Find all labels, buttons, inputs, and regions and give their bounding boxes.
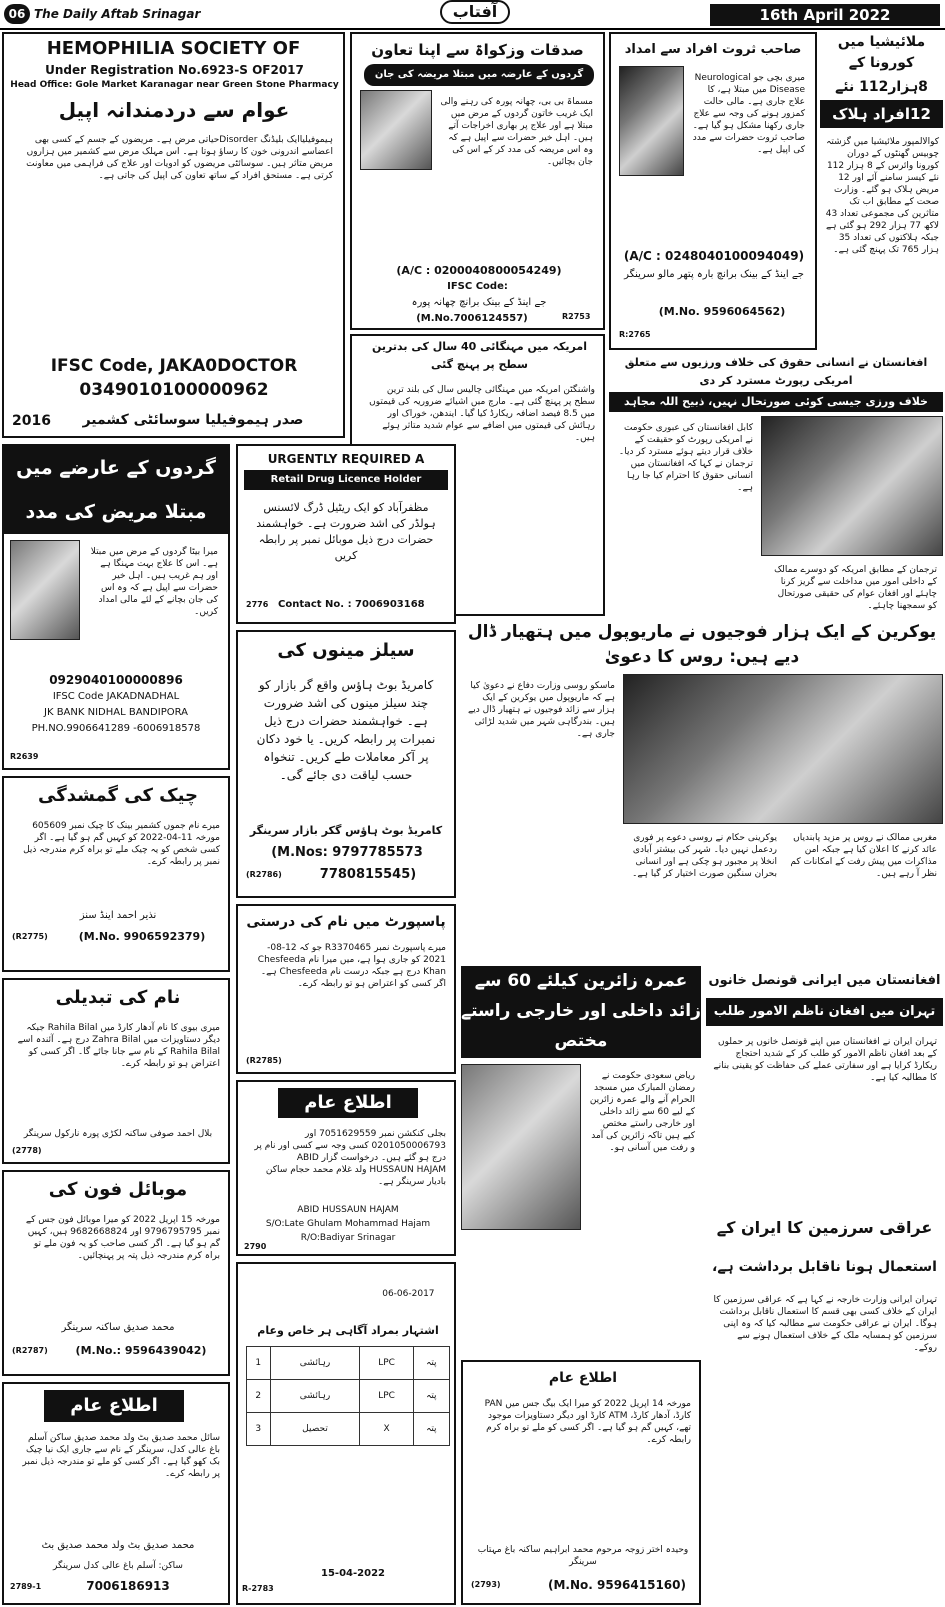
us-inflation-body: واشنگٹن امریکہ میں مہنگائی چالیس سال کی بلند ترین سطح پر پہنچ گئی ہے۔ مارچ میں اشیائے ضروریہ کی قیمتوں میں 8.5 فیصد اضافہ ریکارڈ کیا گیا۔ ایندھن، خوراک اور رہائش کی قیمتوں میں اضافے سے عوام شدید متاثر ہوئے ہیں۔	[366, 385, 595, 443]
ukraine-news	[461, 620, 943, 962]
masthead-logo	[440, 0, 510, 24]
name-change-body: میری بیوی کا نام آدھار کارڈ میں Rahila Bilal جبکہ دیگر دستاویزات میں Zahra Bilal درج ہے۔ آئندہ اسے Rahila Bilal کے نام سے جانا جائے گا۔ اگر کسی کو اعتراض ہو تو رابطہ کرے۔	[14, 1023, 220, 1069]
hemophilia-title: HEMOPHILIA SOCIETY OF	[46, 38, 301, 59]
hemophilia-ifsc: IFSC Code, JAKA0DOCTOR	[50, 356, 298, 376]
table-cell: 1	[247, 1347, 271, 1380]
funeral-photo	[623, 674, 943, 824]
iran-consulate-headline-1: افغانستان میں ایرانی قونصل خانوں	[708, 973, 941, 988]
malaysia-headline-1: ملائیشیا میں کورونا کے	[837, 34, 926, 71]
kidney-patient-phone: PH.NO.9906641289 -6006918578	[31, 723, 201, 734]
drug-licence-title-1: URGENTLY REQUIRED A	[267, 452, 425, 466]
table-row	[247, 1347, 450, 1380]
bottom-public-notice-title: اطلاع عام	[548, 1370, 618, 1386]
kidney-patient-body: میرا بیٹا گردوں کے مرض میں مبتلا ہے۔ اس کا علاج بہت مہنگا ہے اور ہم غریب ہیں۔ اہل خیر حضرات سے اپیل ہے کہ وہ اس کی جان بچانے کے لئے مالی امداد کریں۔	[87, 547, 218, 617]
cheque-lost-mobile: (M.No. 9906592379)	[78, 930, 206, 943]
notice-table-footer-text	[244, 1452, 452, 1562]
cheque-lost-ad	[2, 776, 230, 972]
hemophilia-ad	[2, 32, 345, 438]
sahib-ad	[609, 32, 817, 350]
sadqat-mobile: (M.No.7006124557)	[416, 313, 528, 324]
cheque-lost-ref: (R2775)	[12, 932, 48, 941]
cheque-lost-title: چیک کی گمشدگی	[38, 785, 198, 806]
mobile-lost-body: مورخہ 15 اپریل 2022 کو میرا موبائل فون جس کے نمبر 9796795795 اور 9682668824 ہیں، کہیں گم ہو گیا ہے۔ اگر کسی صاحب کو یہ فون ملے تو براہ کرم مندرجہ ذیل پتہ پر پہنچائیں۔	[22, 1215, 220, 1261]
sadqat-ad	[350, 32, 605, 330]
iraq-news	[706, 1210, 943, 1605]
iran-consulate-body: تہران ایران نے افغانستان میں اپنے قونصل خانوں پر حملوں کے بعد افغان ناظم الامور کو طلب کر کے شدید احتجاج ریکارڈ کرایا ہے اور سفارتی عملے کی حفاظت کو یقینی بنانے کا مطالبہ کیا ہے۔	[710, 1037, 937, 1083]
sadqat-ifsc: IFSC Code:	[447, 281, 508, 292]
patient-photo	[360, 90, 432, 170]
drug-licence-ad	[236, 444, 456, 624]
salesman-ad	[236, 630, 456, 898]
table-cell: LPC	[360, 1347, 413, 1380]
left-public-notice-title: اطلاع عام	[44, 1390, 184, 1422]
notice-table-date-2: 15-04-2022	[321, 1568, 385, 1579]
ukraine-body-2: یوکرینی حکام نے روسی دعوے پر فوری ردعمل نہیں دیا۔ شہر کی بیشتر آبادی انخلا پر مجبور ہو چکی ہے اور انسانی بحران سنگین صورت اختیار کر گیا ہے۔	[630, 833, 777, 879]
table-cell: 3	[247, 1413, 271, 1446]
afghan-report-subheadline: خلاف ورزی جیسی کوئی صورتحال نہیں، ذبیح اللہ مجاہد	[609, 392, 943, 412]
name-change-ad	[2, 978, 230, 1164]
malaysia-news	[820, 32, 943, 350]
name-change-name: بلال احمد صوفی ساکنہ لکڑی پورہ نارکول سرینگر	[23, 1129, 213, 1139]
hemophilia-subtitle: عوام سے دردمندانہ اپیل	[58, 98, 290, 122]
notice-table-ad	[236, 1262, 456, 1605]
page-number: 06	[8, 7, 26, 21]
sadqat-ref: R2753	[562, 312, 591, 321]
bottom-public-notice	[461, 1360, 701, 1605]
table-cell: تحصیل	[270, 1413, 360, 1446]
mid-public-notice-name: ABID HUSSAUN HAJAM	[297, 1205, 399, 1215]
date-label: 16th April 2022	[759, 6, 891, 24]
sadqat-title: صدقات وزکواۃ سے اپنا تعاون	[371, 41, 584, 59]
sadqat-bank: جے اینڈ کے بینک برانچ چھانہ پورہ	[411, 297, 547, 308]
afghan-report-news	[609, 354, 943, 616]
mid-public-notice	[236, 1080, 456, 1256]
mid-public-notice-father: S/O:Late Ghulam Mohammad Hajam	[265, 1219, 431, 1229]
us-inflation-headline: امریکہ میں مہنگائی 40 سال کی بدترین سطح پر پہنچ گئی	[372, 340, 587, 371]
mobile-lost-ref: (R2787)	[12, 1346, 48, 1355]
girl-photo	[619, 66, 684, 176]
table-row	[247, 1380, 450, 1413]
sadqat-subtitle: گردوں کے عارضہ میں مبتلا مریضہ کی جان	[364, 64, 594, 86]
hemophilia-reg: Under Registration No.6923-S OF2017	[45, 63, 304, 77]
sadqat-ac: (A/C : 0200040800054249)	[396, 264, 562, 277]
umrah-news	[461, 966, 701, 1356]
umrah-body: ریاض سعودی حکومت نے رمضان المبارک میں مسجد الحرام آنے والے عمرہ زائرین کے لیے 60 سے زائد داخلی اور خارجی راستے مختص کیے ہیں تاکہ زائرین کی آمد و رفت میں آسانی ہو۔	[586, 1071, 695, 1153]
masthead-text: آفتاب	[452, 2, 498, 21]
bottom-public-notice-body: مورخہ 14 اپریل 2022 کو میرا ایک بیگ جس میں PAN کارڈ، آدھار کارڈ، ATM کارڈ اور دیگر دستاویزات موجود تھے، کہیں گم ہو گیا ہے۔ اگر کسی کو ملے تو براہ کرم رابطہ کرے۔	[481, 1399, 691, 1445]
kidney-patient-account: 0929040100000896	[49, 673, 183, 687]
publication-name	[34, 5, 224, 23]
drug-licence-contact: Contact No. : 7006903168	[278, 599, 425, 610]
cheque-lost-body: میرے نام جموں کشمیر بینک کا چیک نمبر 605609 مورخہ 11-04-2022 کو کہیں گم ہو گیا ہے۔ اگر کسی شخص کو یہ چیک ملے تو براہ کرم مندرجہ ذیل نمبر پر رابطہ کرے۔	[20, 821, 220, 867]
afghan-report-right-text: ترجمان کے مطابق امریکہ کو دوسرے ممالک کے داخلی امور میں مداخلت سے گریز کرنا چاہئے اور افغان عوام کی حقیقی صورتحال کو سمجھنا چاہئے۔	[771, 565, 937, 611]
ukraine-body-1: ماسکو روسی وزارت دفاع نے دعویٰ کیا ہے کہ ماریوپول میں یوکرین کے ایک ہزار سے زائد فوجیوں نے ہتھیار ڈال دیے ہیں۔ بندرگاہی شہر میں شدید لڑائی جاری ہے۔	[465, 681, 615, 739]
iran-consulate-headline-2: تہران میں افغان ناظم الامور طلب	[706, 998, 943, 1026]
table-cell: رہائشی	[270, 1380, 360, 1413]
salesman-title: سیلز مینوں کی	[277, 640, 415, 661]
hemophilia-account: 0349010100000962	[79, 380, 269, 400]
passport-ad	[236, 904, 456, 1074]
passport-body: میرے پاسپورٹ نمبر R3370465 جو کہ 12-08-2021 کو جاری ہوا ہے، میں میرا نام Chesfeeda Khan درج ہے جبکہ درست نام Chesfeeda ہے۔ اگر کسی کو اعتراض ہو تو رابطہ کرے۔	[254, 943, 446, 989]
notice-table	[246, 1346, 450, 1446]
drug-licence-title-2: Retail Drug Licence Holder	[244, 470, 448, 490]
table-cell: پتہ	[413, 1380, 449, 1413]
drug-licence-body: مظفرآباد کو ایک ریٹیل ڈرگ لائسنس ہولڈر کی اشد ضرورت ہے۔ خواہشمند حضرات درج ذیل موبائل نمبر پر رابطہ کریں	[252, 501, 436, 562]
kidney-patient-ifsc: IFSC Code JAKADNADHAL	[52, 691, 180, 702]
page-number-badge	[4, 4, 30, 24]
sahib-ref: R:2765	[619, 330, 651, 339]
hemophilia-footer: صدر ہیموفیلیا سوسائٹی کشمیر	[82, 412, 304, 428]
sahib-title: صاحب ثروت افراد سے امداد	[624, 42, 802, 57]
table-cell: پتہ	[413, 1347, 449, 1380]
mid-public-notice-title: اطلاع عام	[278, 1088, 418, 1118]
malaysia-headline-2: 8ہزار112 نئے	[835, 79, 928, 95]
passport-title: پاسپورٹ میں نام کی درستی	[246, 914, 446, 930]
header-rule	[0, 28, 945, 30]
drug-licence-ref: 2776	[246, 600, 269, 609]
salesman-mobile-1: (M.Nos: 9797785573	[271, 845, 423, 860]
notice-table-intro	[244, 1270, 452, 1318]
cheque-lost-name: نذیر احمد اینڈ سنز	[79, 910, 157, 921]
table-row	[247, 1413, 450, 1446]
mobile-lost-name: محمد صدیق ساکنہ سرینگر	[61, 1322, 175, 1333]
hemophilia-body: ہیموفیلیاایک بلیڈنگ Disorderحیاتی مرض ہے۔ مریضوں کے جسم کے کسی بھی اعضاسے اندرونی خون کا رساؤ ہوتا ہے۔ اس مہلک مرض سے کشمیر میں ہزاروں مریض متاثر ہیں۔ سوسائٹی مریضوں کو ادویات اور علاج کی فراہمی میں معاونت کرتی ہے۔ مستحق افراد کے ساتھ تعاون کی اپیل کی جاتی ہے۔	[23, 135, 333, 181]
salesman-shop: کامریڈ بوٹ ہاؤس گکر بازار سرینگر	[249, 824, 443, 837]
malaysia-headline-3: 12افراد ہلاک	[820, 100, 943, 128]
ukraine-body-3: مغربی ممالک نے روس پر مزید پابندیاں عائد کرنے کا اعلان کیا ہے جبکہ امن مذاکرات میں پیش رفت کے امکانات کم نظر آ رہے ہیں۔	[787, 833, 937, 879]
young-man-photo	[10, 540, 80, 640]
kidney-patient-title: گردوں کے عارضے میں مبتلا مریض کی مدد	[4, 446, 228, 534]
left-public-notice-body: سائل محمد صدیق بٹ ولد محمد صدیق ساکن آسلم باغ عالی کدل، سرینگر کے نام سے جاری ایک نیا چیک بک کھو گیا ہے۔ اگر کسی کو ملے تو مندرجہ ذیل نمبر پر رابطہ کرے۔	[19, 1433, 220, 1479]
salesman-ref: (R2786)	[246, 870, 282, 879]
mobile-lost-mobile: (M.No.: 9596439042)	[75, 1344, 207, 1357]
table-cell: رہائشی	[270, 1347, 360, 1380]
mid-public-notice-ref: 2790	[244, 1242, 267, 1251]
notice-table-date-1: 06-06-2017	[382, 1289, 435, 1299]
kidney-patient-bank: JK BANK NIDHAL BANDIPORA	[44, 707, 188, 718]
umrah-headline: عمرہ زائرین کیلئے 60 سے زائد داخلی اور خارجی راستے مختص	[461, 966, 701, 1058]
kidney-patient-ref: R2639	[10, 752, 39, 761]
afghan-report-headline: افغانستان نے انسانی حقوق کی خلاف ورزیوں سے متعلق امریکی رپورٹ مسترد کر دی	[624, 356, 928, 387]
mobile-lost-title: موبائل فون کی	[48, 1179, 188, 1200]
left-public-notice-mobile: 7006186913	[86, 1579, 170, 1593]
iraq-headline-2: استعمال ہونا ناقابل برداشت ہے،	[712, 1259, 937, 1275]
left-public-notice-bank: ساکن: آسلم باغ عالی کدل سرینگر	[53, 1561, 183, 1571]
bottom-public-notice-mobile: (M.No. 9596415160)	[548, 1578, 686, 1592]
mecca-photo	[461, 1064, 581, 1230]
publication-label: The Daily Aftab Srinagar	[34, 7, 201, 21]
sahib-ac: (A/C : 0248040100094049)	[623, 249, 805, 263]
table-cell: LPC	[360, 1380, 413, 1413]
mujahid-photo	[761, 416, 943, 556]
hemophilia-office: Head Office: Gole Market Karanagar near Green Stone Pharmacy	[10, 80, 339, 90]
table-cell: X	[360, 1413, 413, 1446]
name-change-title: نام کی تبدیلی	[55, 987, 181, 1008]
table-cell: پتہ	[413, 1413, 449, 1446]
notice-table-ref: R-2783	[242, 1584, 274, 1593]
mid-public-notice-body: بجلی کنکشن نمبر 7051629559 اور 0201050006793 کسی وجہ سے کسی اور نام پر درج ہو گئے ہیں۔ درخواست گزار ABID HUSSAUN HAJAM ولد غلام محمد حجام ساکن بادیار سرینگر ہے۔	[251, 1129, 446, 1187]
sahib-body: میری بچی جو Neurological Disease میں مبتلا ہے، کا علاج جاری ہے۔ مالی حالت کمزور ہونے کی وجہ سے علاج جاری رکھنا مشکل ہو گیا ہے۔ صاحب ثروت حضرات سے مدد کی اپیل ہے۔	[689, 73, 805, 155]
salesman-mobile-2: 7780815545)	[319, 867, 417, 882]
hemophilia-year: 2016	[12, 413, 51, 429]
afghan-report-left-text: کابل افغانستان کی عبوری حکومت نے امریکی رپورٹ کو حقیقت کے خلاف قرار دیتے ہوئے مسترد کر دیا۔ ترجمان نے کہا کہ افغانستان میں انسانی حقوق کا احترام کیا جا رہا ہے۔	[616, 423, 753, 493]
iraq-body: تہران ایرانی وزارت خارجہ نے کہا ہے کہ عراقی سرزمین کا ایران کے خلاف کسی بھی قسم کا استعمال ناقابل برداشت ہوگا۔ ایران نے عراقی حکومت سے مطالبہ کیا کہ وہ اپنی سرزمین کو ہمسایہ ملک کے خلاف استعمال ہونے سے روکے۔	[710, 1295, 937, 1353]
iran-consulate-news	[706, 966, 943, 1206]
mid-public-notice-address: R/O:Badiyar Srinagar	[300, 1233, 396, 1243]
sahib-mobile: (M.No. 9596064562)	[658, 305, 786, 318]
malaysia-body: کوالالمپور ملائیشیا میں گزشتہ چوبیس گھنٹوں کے دوران کورونا وائرس کے 8 ہزار 112 نئے کیسز سامنے آئے اور 12 مریض ہلاک ہو گئے۔ وزارت صحت کے مطابق اب تک متاثرین کی مجموعی تعداد 43 لاکھ 77 ہزار 292 ہو گئی ہے جبکہ ہلاکتوں کی تعداد 35 ہزار 765 تک پہنچ گئی ہے۔	[822, 137, 939, 255]
sadqat-body: مسماۃ بی بی، چھانہ پورہ کی رہنے والی ایک غریب خاتون گردوں کے مرض میں مبتلا ہے اور علاج پر بھاری اخراجات آتے ہیں۔ اہل خیر حضرات سے اپیل ہے کہ وہ اس مریضہ کی مدد کر کے اس کی جان بچائیں۔	[437, 97, 593, 167]
date-bar	[710, 4, 940, 26]
notice-table-heading: اشتہار بمراد آگاہی ہر خاص وعام	[257, 1324, 439, 1337]
left-public-notice	[2, 1382, 230, 1605]
kidney-patient-ad	[2, 444, 230, 770]
bottom-public-notice-ref: (2793)	[471, 1580, 501, 1589]
passport-ref: (R2785)	[246, 1056, 282, 1065]
left-public-notice-ref: 2789-1	[10, 1582, 42, 1591]
iraq-headline-1: عراقی سرزمین کا ایران کے	[716, 1218, 933, 1237]
name-change-ref: (2778)	[12, 1146, 42, 1155]
left-public-notice-name: محمد صدیق بٹ ولد محمد صدیق بٹ	[41, 1540, 195, 1551]
salesman-body: کامریڈ بوٹ ہاؤس واقع گر بازار کو چند سیلز مینوں کی اشد ضرورت ہے۔ خواہشمند حضرات درج ذیل نمبرات پر رابطہ کریں۔ یا خود دکان پر آکر معاملات طے کریں۔ تنخواہ حسب لیاقت دی جائے گی۔	[252, 678, 436, 782]
mobile-lost-ad	[2, 1170, 230, 1376]
table-cell: 2	[247, 1380, 271, 1413]
ukraine-headline: یوکرین کے ایک ہزار فوجیوں نے ماریوپول میں ہتھیار ڈال دیے ہیں: روس کا دعویٰ	[467, 622, 937, 667]
bottom-public-notice-name: وحیدہ اختر زوجہ مرحوم محمد ابراہیم ساکنہ باغ مہتاب سرینگر	[477, 1545, 689, 1567]
sahib-bank: جے اینڈ کے بینک برانچ بارہ پتھر مالو سرینگر	[624, 269, 804, 280]
